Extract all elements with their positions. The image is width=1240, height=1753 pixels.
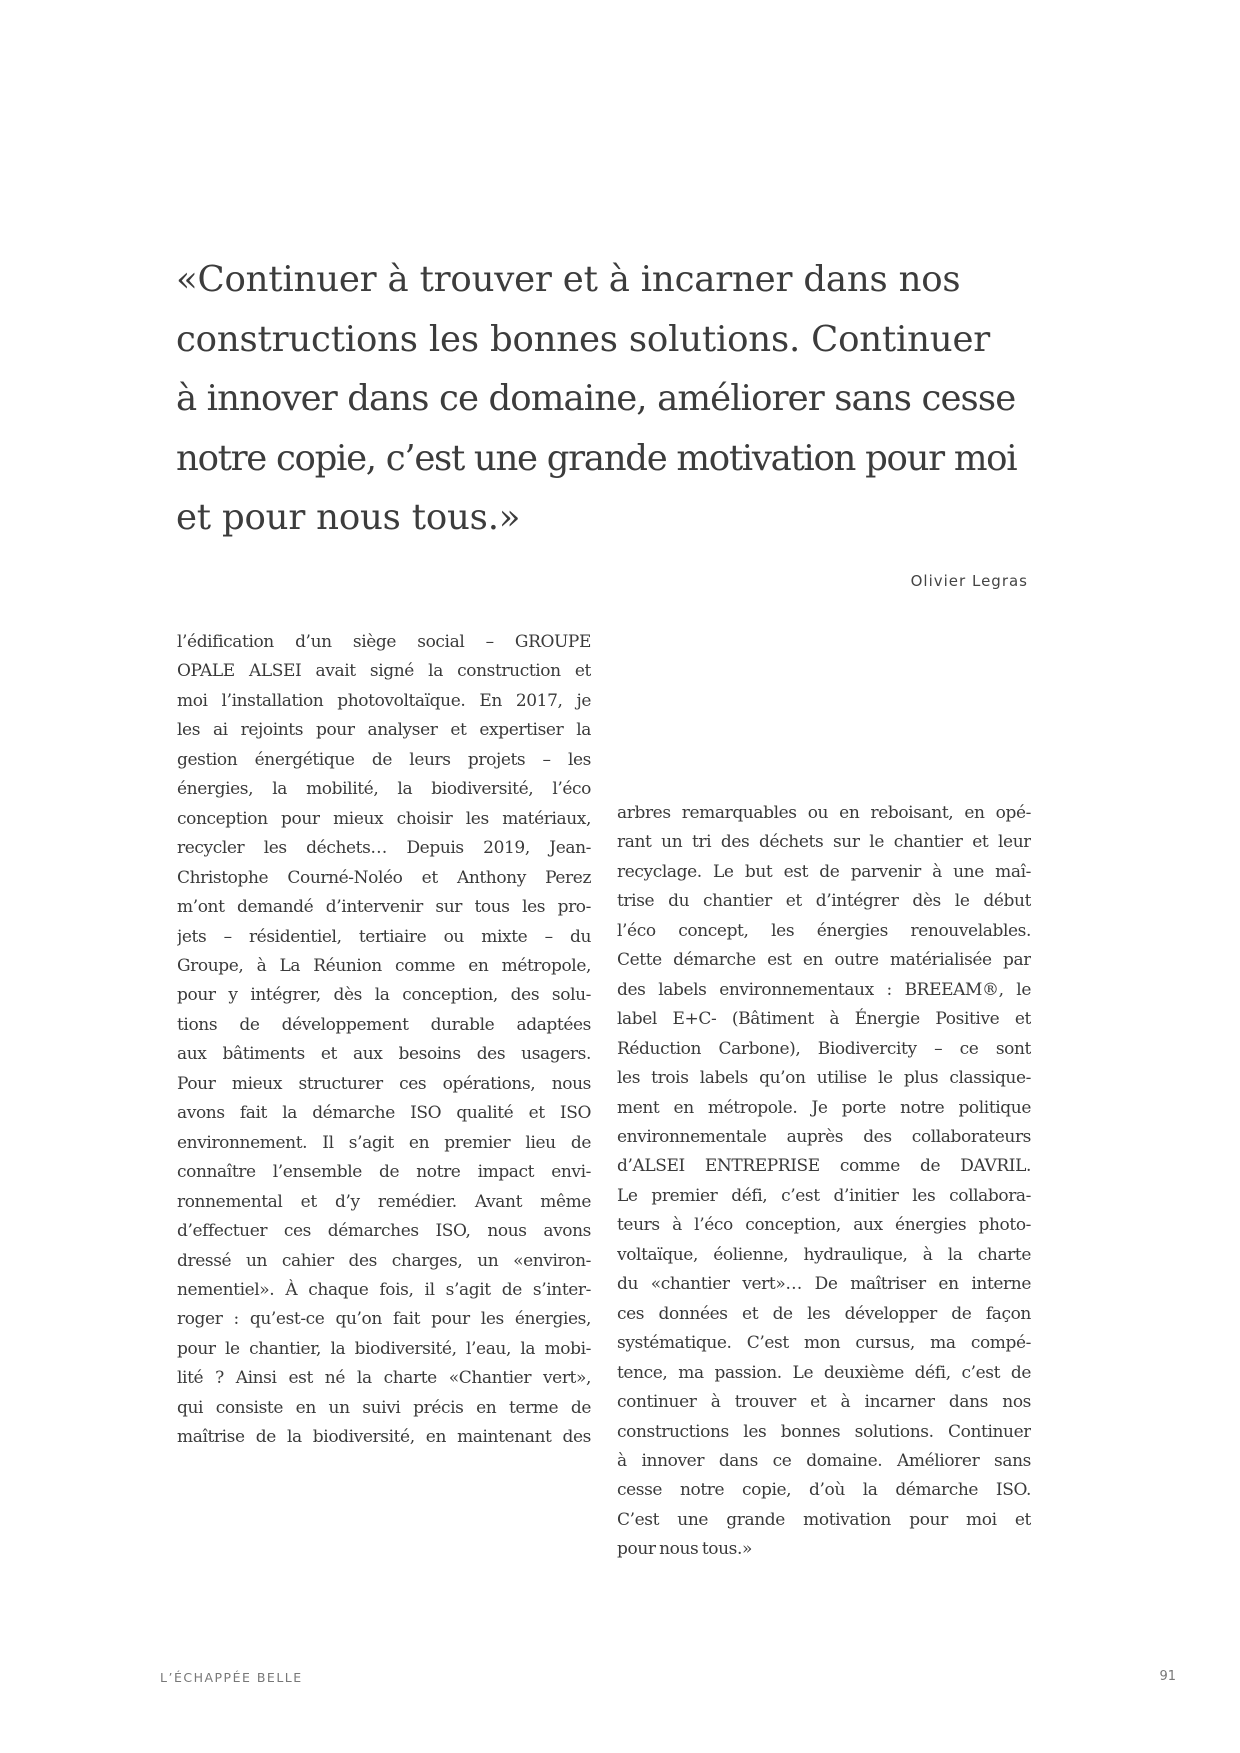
text-line: tence, ma passion. Le deuxième défi, c’est de: [617, 1362, 1031, 1383]
text-line: nementiel». À chaque fois, il s’agit de s’inter-: [177, 1279, 591, 1300]
body-column-left: [177, 628, 591, 1453]
text-line: gestion énergétique de leurs projets – les: [177, 749, 591, 770]
pull-quote: [176, 250, 1016, 548]
text-line: d’ALSEI ENTREPRISE comme de DAVRIL.: [617, 1156, 1031, 1177]
text-line: ronnemental et d’y remédier. Avant même: [177, 1191, 591, 1212]
pull-quote-line: constructions les bonnes solutions. Continuer: [176, 318, 991, 360]
text-line: voltaïque, éolienne, hydraulique, à la charte: [617, 1244, 1031, 1265]
text-line: ment en métropole. Je porte notre politique: [617, 1097, 1031, 1118]
text-line: cesse notre copie, d’où la démarche ISO.: [617, 1480, 1031, 1501]
text-line: à innover dans ce domaine. Améliorer sans: [617, 1450, 1031, 1471]
text-line: moi l’installation photovoltaïque. En 2017, je: [177, 690, 591, 711]
text-line: environnementale auprès des collaborateurs: [617, 1126, 1031, 1147]
text-line: conception pour mieux choisir les matériaux,: [177, 808, 591, 829]
pull-quote-line: à innover dans ce domaine, améliorer sans cesse: [176, 378, 1016, 419]
text-line: aux bâtiments et aux besoins des usagers.: [177, 1044, 591, 1065]
text-line: Groupe, à La Réunion comme en métropole,: [177, 955, 591, 976]
text-line: pour nous tous.»: [617, 1539, 753, 1560]
text-line: pour le chantier, la biodiversité, l’eau, la mobi-: [177, 1338, 591, 1359]
text-line: m’ont demandé d’intervenir sur tous les pro-: [177, 897, 591, 918]
text-line: les ai rejoints pour analyser et expertiser la: [177, 720, 591, 741]
text-line: arbres remarquables ou en reboisant, en opé-: [617, 803, 1031, 823]
text-line: des labels environnementaux : BREEAM®, le: [617, 979, 1031, 1000]
quote-attribution: Olivier Legras: [910, 572, 1028, 590]
text-line: lité ? Ainsi est né la charte «Chantier vert»,: [177, 1368, 591, 1389]
text-line: l’édification d’un siège social – GROUPE: [177, 632, 591, 652]
pull-quote-line: et pour nous tous.»: [176, 497, 521, 538]
footer-publication-title: L’ÉCHAPPÉE BELLE: [160, 1670, 303, 1685]
text-line: continuer à trouver et à incarner dans nos: [617, 1392, 1031, 1413]
body-column-right: [617, 799, 1031, 1565]
text-line: rant un tri des déchets sur le chantier et leur: [617, 832, 1031, 853]
text-line: roger : qu’est-ce qu’on fait pour les énergies,: [177, 1309, 591, 1330]
text-line: jets – résidentiel, tertiaire ou mixte – du: [177, 926, 591, 947]
text-line: OPALE ALSEI avait signé la construction et: [177, 661, 591, 682]
pull-quote-line: «Continuer à trouver et à incarner dans nos: [176, 259, 961, 300]
text-line: environnement. Il s’agit en premier lieu de: [177, 1132, 591, 1153]
text-line: ces données et de les développer de façon: [617, 1303, 1031, 1324]
text-line: d’effectuer ces démarches ISO, nous avons: [177, 1221, 591, 1242]
text-line: tions de développement durable adaptées: [177, 1014, 591, 1035]
text-line: les trois labels qu’on utilise le plus classique-: [617, 1068, 1031, 1089]
text-line: Le premier défi, c’est d’initier les collabora-: [617, 1185, 1031, 1206]
text-line: recycler les déchets… Depuis 2019, Jean-: [177, 838, 591, 859]
text-line: label E+C- (Bâtiment à Énergie Positive et: [617, 1009, 1031, 1030]
text-line: Pour mieux structurer ces opérations, nous: [177, 1073, 591, 1094]
text-line: du «chantier vert»… De maîtriser en interne: [617, 1274, 1031, 1295]
text-line: trise du chantier et d’intégrer dès le début: [617, 891, 1031, 912]
text-line: Christophe Courné-Noléo et Anthony Perez: [177, 867, 591, 888]
text-line: systématique. C’est mon cursus, ma compé-: [617, 1333, 1031, 1354]
text-line: Réduction Carbone), Biodivercity – ce sont: [617, 1038, 1031, 1059]
text-line: teurs à l’éco conception, aux énergies photo-: [617, 1215, 1031, 1236]
text-line: énergies, la mobilité, la biodiversité, l’éco: [177, 779, 591, 800]
text-line: constructions les bonnes solutions. Continuer: [617, 1421, 1031, 1442]
text-line: pour y intégrer, dès la conception, des solu-: [177, 985, 591, 1006]
text-line: qui consiste en un suivi précis en terme de: [177, 1397, 591, 1418]
text-line: C’est une grande motivation pour moi et: [617, 1509, 1031, 1530]
text-line: connaître l’ensemble de notre impact envi-: [177, 1162, 591, 1183]
text-line: l’éco concept, les énergies renouvelables.: [617, 920, 1031, 941]
pull-quote-line: notre copie, c’est une grande motivation pour moi: [176, 437, 1017, 479]
text-line: maîtrise de la biodiversité, en maintenant des: [177, 1427, 591, 1448]
text-line: Cette démarche est en outre matérialisée par: [617, 950, 1031, 971]
page-number: 91: [1159, 1669, 1176, 1684]
text-line: recyclage. Le but est de parvenir à une maî-: [617, 861, 1031, 882]
text-line: avons fait la démarche ISO qualité et ISO: [177, 1103, 591, 1124]
text-line: dressé un cahier des charges, un «environ-: [177, 1250, 591, 1271]
